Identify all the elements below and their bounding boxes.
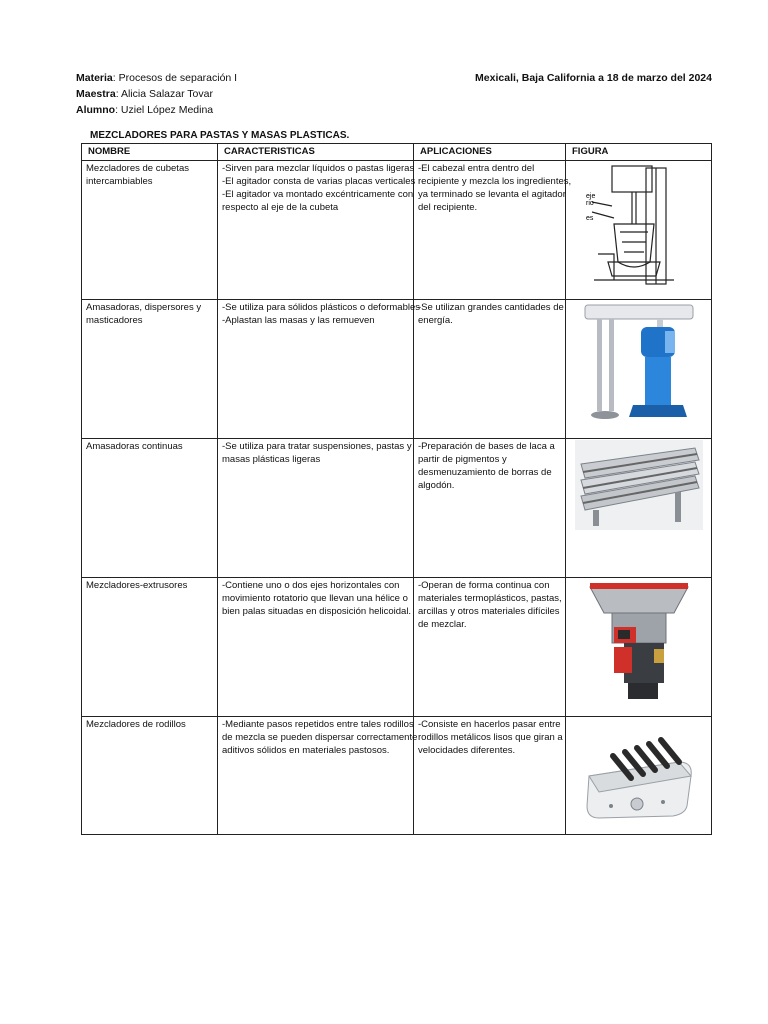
row-figure: [566, 578, 712, 717]
row-features: [218, 717, 418, 835]
bucket-mixer-drawing: [584, 162, 694, 290]
figure-label: es: [585, 215, 593, 222]
application-line: partir de pigmentos y: [418, 454, 507, 465]
feature-line: respecto al eje de la cubeta: [222, 202, 339, 213]
disperser-machine: [579, 301, 699, 429]
row-applications: [414, 578, 566, 717]
feature-line: -El agitador va montado excéntricamente con: [222, 189, 414, 200]
application-line: rodillos metálicos lisos que giran a: [418, 732, 563, 743]
row-applications: [414, 161, 572, 300]
column-header-caracteristicas: CARACTERISTICAS: [218, 144, 414, 161]
application-line: -Operan de forma continua con: [418, 580, 550, 591]
continuous-kneader: [575, 440, 703, 530]
table-row: [82, 161, 712, 300]
row-name: Mezcladores-extrusores: [82, 578, 218, 717]
row-applications: [414, 717, 566, 835]
row-applications: [414, 439, 566, 578]
materia-value: Procesos de separación I: [118, 72, 238, 84]
mixers-table: [81, 143, 712, 835]
alumno-value: Uziel López Medina: [120, 104, 214, 116]
document-header: [76, 70, 712, 118]
row-features: [218, 439, 414, 578]
application-line: del recipiente.: [418, 202, 478, 213]
alumno-line: Alumno: Uziel López Medina: [76, 104, 214, 116]
row-figure: [566, 717, 712, 835]
table-row: [82, 717, 712, 835]
place-date: Mexicali, Baja California a 18 de marzo del 2024: [475, 72, 712, 84]
row-features: [218, 578, 414, 717]
maestra-value: Alicia Salazar Tovar: [120, 88, 213, 100]
table-row: [82, 439, 712, 578]
application-line: -Se utilizan grandes cantidades de: [418, 302, 564, 313]
feature-line: -Sirven para mezclar líquidos o pastas ligeras: [222, 163, 415, 174]
feature-line: movimiento rotatorio que llevan una hélice o: [222, 593, 408, 604]
column-header-figura: FIGURA: [566, 144, 712, 161]
alumno-label: Alumno: [76, 104, 116, 116]
row-features: [218, 161, 414, 300]
column-header-nombre: NOMBRE: [82, 144, 218, 161]
extruder-blender: [584, 579, 694, 707]
application-line: de mezclar.: [418, 619, 467, 630]
feature-line: -Contiene uno o dos ejes horizontales con: [222, 580, 400, 591]
row-figure: [566, 300, 712, 439]
row-features: [218, 300, 421, 439]
table-row: [82, 578, 712, 717]
figure-label: rio: [585, 200, 594, 207]
application-line: -Preparación de bases de laca a: [418, 441, 555, 452]
application-line: velocidades diferentes.: [418, 745, 516, 756]
document-title: MEZCLADORES PARA PASTAS Y MASAS PLASTICAS.: [90, 130, 350, 141]
feature-line: -Mediante pasos repetidos entre tales rodillos: [222, 719, 414, 730]
application-line: arcillas y otros materiales difíciles: [418, 606, 560, 617]
feature-line: -Se utiliza para sólidos plásticos o deformables: [222, 302, 421, 313]
feature-line: -El agitador consta de varias placas verticales: [222, 176, 416, 187]
feature-line: masas plásticas ligeras: [222, 454, 321, 465]
row-name: Amasadoras, dispersores y masticadores: [82, 300, 218, 439]
maestra-line: Maestra: Alicia Salazar Tovar: [76, 88, 213, 100]
roller-mixer: [579, 718, 699, 822]
application-line: -Consiste en hacerlos pasar entre: [418, 719, 561, 730]
maestra-label: Maestra: [76, 88, 116, 100]
materia-line: Materia: Procesos de separación I: [76, 72, 238, 84]
row-applications: [414, 300, 566, 439]
figure-label: eje: [585, 193, 595, 200]
column-header-aplicaciones: APLICACIONES: [414, 144, 566, 161]
application-line: desmenuzamiento de borras de: [418, 467, 552, 478]
table-row: [82, 300, 712, 439]
feature-line: de mezcla se pueden dispersar correctamente: [222, 732, 418, 743]
application-line: recipiente y mezcla los ingredientes,: [418, 176, 572, 187]
row-name: Amasadoras continuas: [82, 439, 218, 578]
application-line: energía.: [418, 315, 453, 326]
feature-line: bien palas situadas en disposición helicoidal.: [222, 606, 412, 617]
feature-line: aditivos sólidos en materiales pastosos.: [222, 745, 390, 756]
application-line: algodón.: [418, 480, 455, 491]
row-name: Mezcladores de cubetas intercambiables: [82, 161, 218, 300]
row-name: Mezcladores de rodillos: [82, 717, 218, 835]
feature-line: -Aplastan las masas y las remueven: [222, 315, 375, 326]
row-figure: [566, 439, 712, 578]
application-line: materiales termoplásticos, pastas,: [418, 593, 562, 604]
row-figure: [566, 161, 712, 300]
application-line: ya terminado se levanta el agitador: [418, 189, 566, 200]
header-row-materia: [76, 70, 712, 86]
application-line: -El cabezal entra dentro del: [418, 163, 535, 174]
feature-line: -Se utiliza para tratar suspensiones, pastas y: [222, 441, 412, 452]
materia-label: Materia: [76, 72, 113, 84]
table-header-row: [82, 144, 712, 161]
